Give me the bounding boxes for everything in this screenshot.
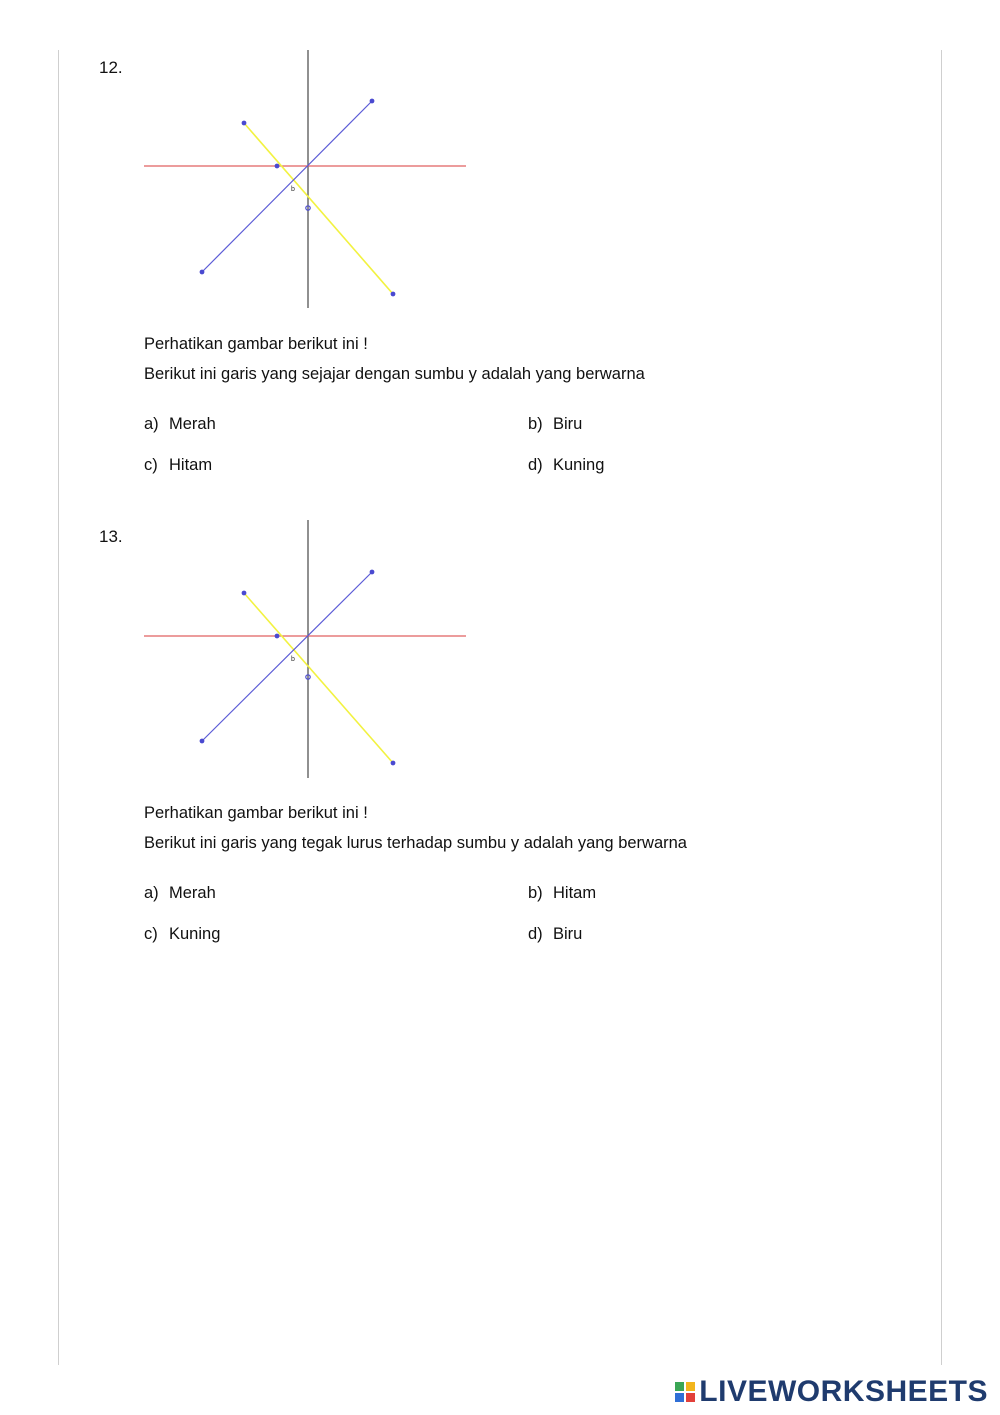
option-c[interactable]: c) Kuning [144, 925, 221, 943]
option-d[interactable]: d) Kuning [528, 456, 605, 474]
prompt-line-1: Perhatikan gambar berikut ini ! [144, 804, 368, 822]
point [370, 570, 375, 575]
point [242, 591, 247, 596]
point [391, 292, 396, 297]
option-a[interactable]: a) Merah [144, 884, 216, 902]
point [370, 99, 375, 104]
line-figure [140, 518, 470, 778]
option-b[interactable]: b) Biru [528, 415, 583, 433]
question-number: 12. [99, 58, 123, 77]
point [200, 270, 205, 275]
right-margin-line [941, 50, 942, 1365]
blue-line [202, 101, 372, 272]
left-margin-line [58, 50, 59, 1365]
point [275, 634, 280, 639]
line-figure [140, 48, 470, 308]
point [200, 739, 205, 744]
brand-text: LIVEWORKSHEETS [699, 1375, 988, 1408]
question-number: 13. [99, 527, 123, 546]
blue-line [202, 572, 372, 741]
option-b[interactable]: b) Hitam [528, 884, 597, 902]
point [242, 121, 247, 126]
prompt-line-1: Perhatikan gambar berikut ini ! [144, 335, 368, 353]
logo-blocks-icon [675, 1382, 695, 1402]
prompt-line-2: Berikut ini garis yang tegak lurus terhadap sumbu y adalah yang berwarna [144, 834, 687, 852]
option-a[interactable]: a) Merah [144, 415, 216, 433]
option-c[interactable]: c) Hitam [144, 456, 213, 474]
prompt-line-2: Berikut ini garis yang sejajar dengan sumbu y adalah yang berwarna [144, 365, 645, 383]
option-d[interactable]: d) Biru [528, 925, 583, 943]
yellow-line [244, 123, 393, 294]
point [275, 164, 280, 169]
point [391, 761, 396, 766]
yellow-line [244, 593, 393, 763]
figure-label: b [291, 656, 295, 663]
liveworksheets-logo [675, 1375, 988, 1409]
figure-label: b [291, 186, 295, 193]
